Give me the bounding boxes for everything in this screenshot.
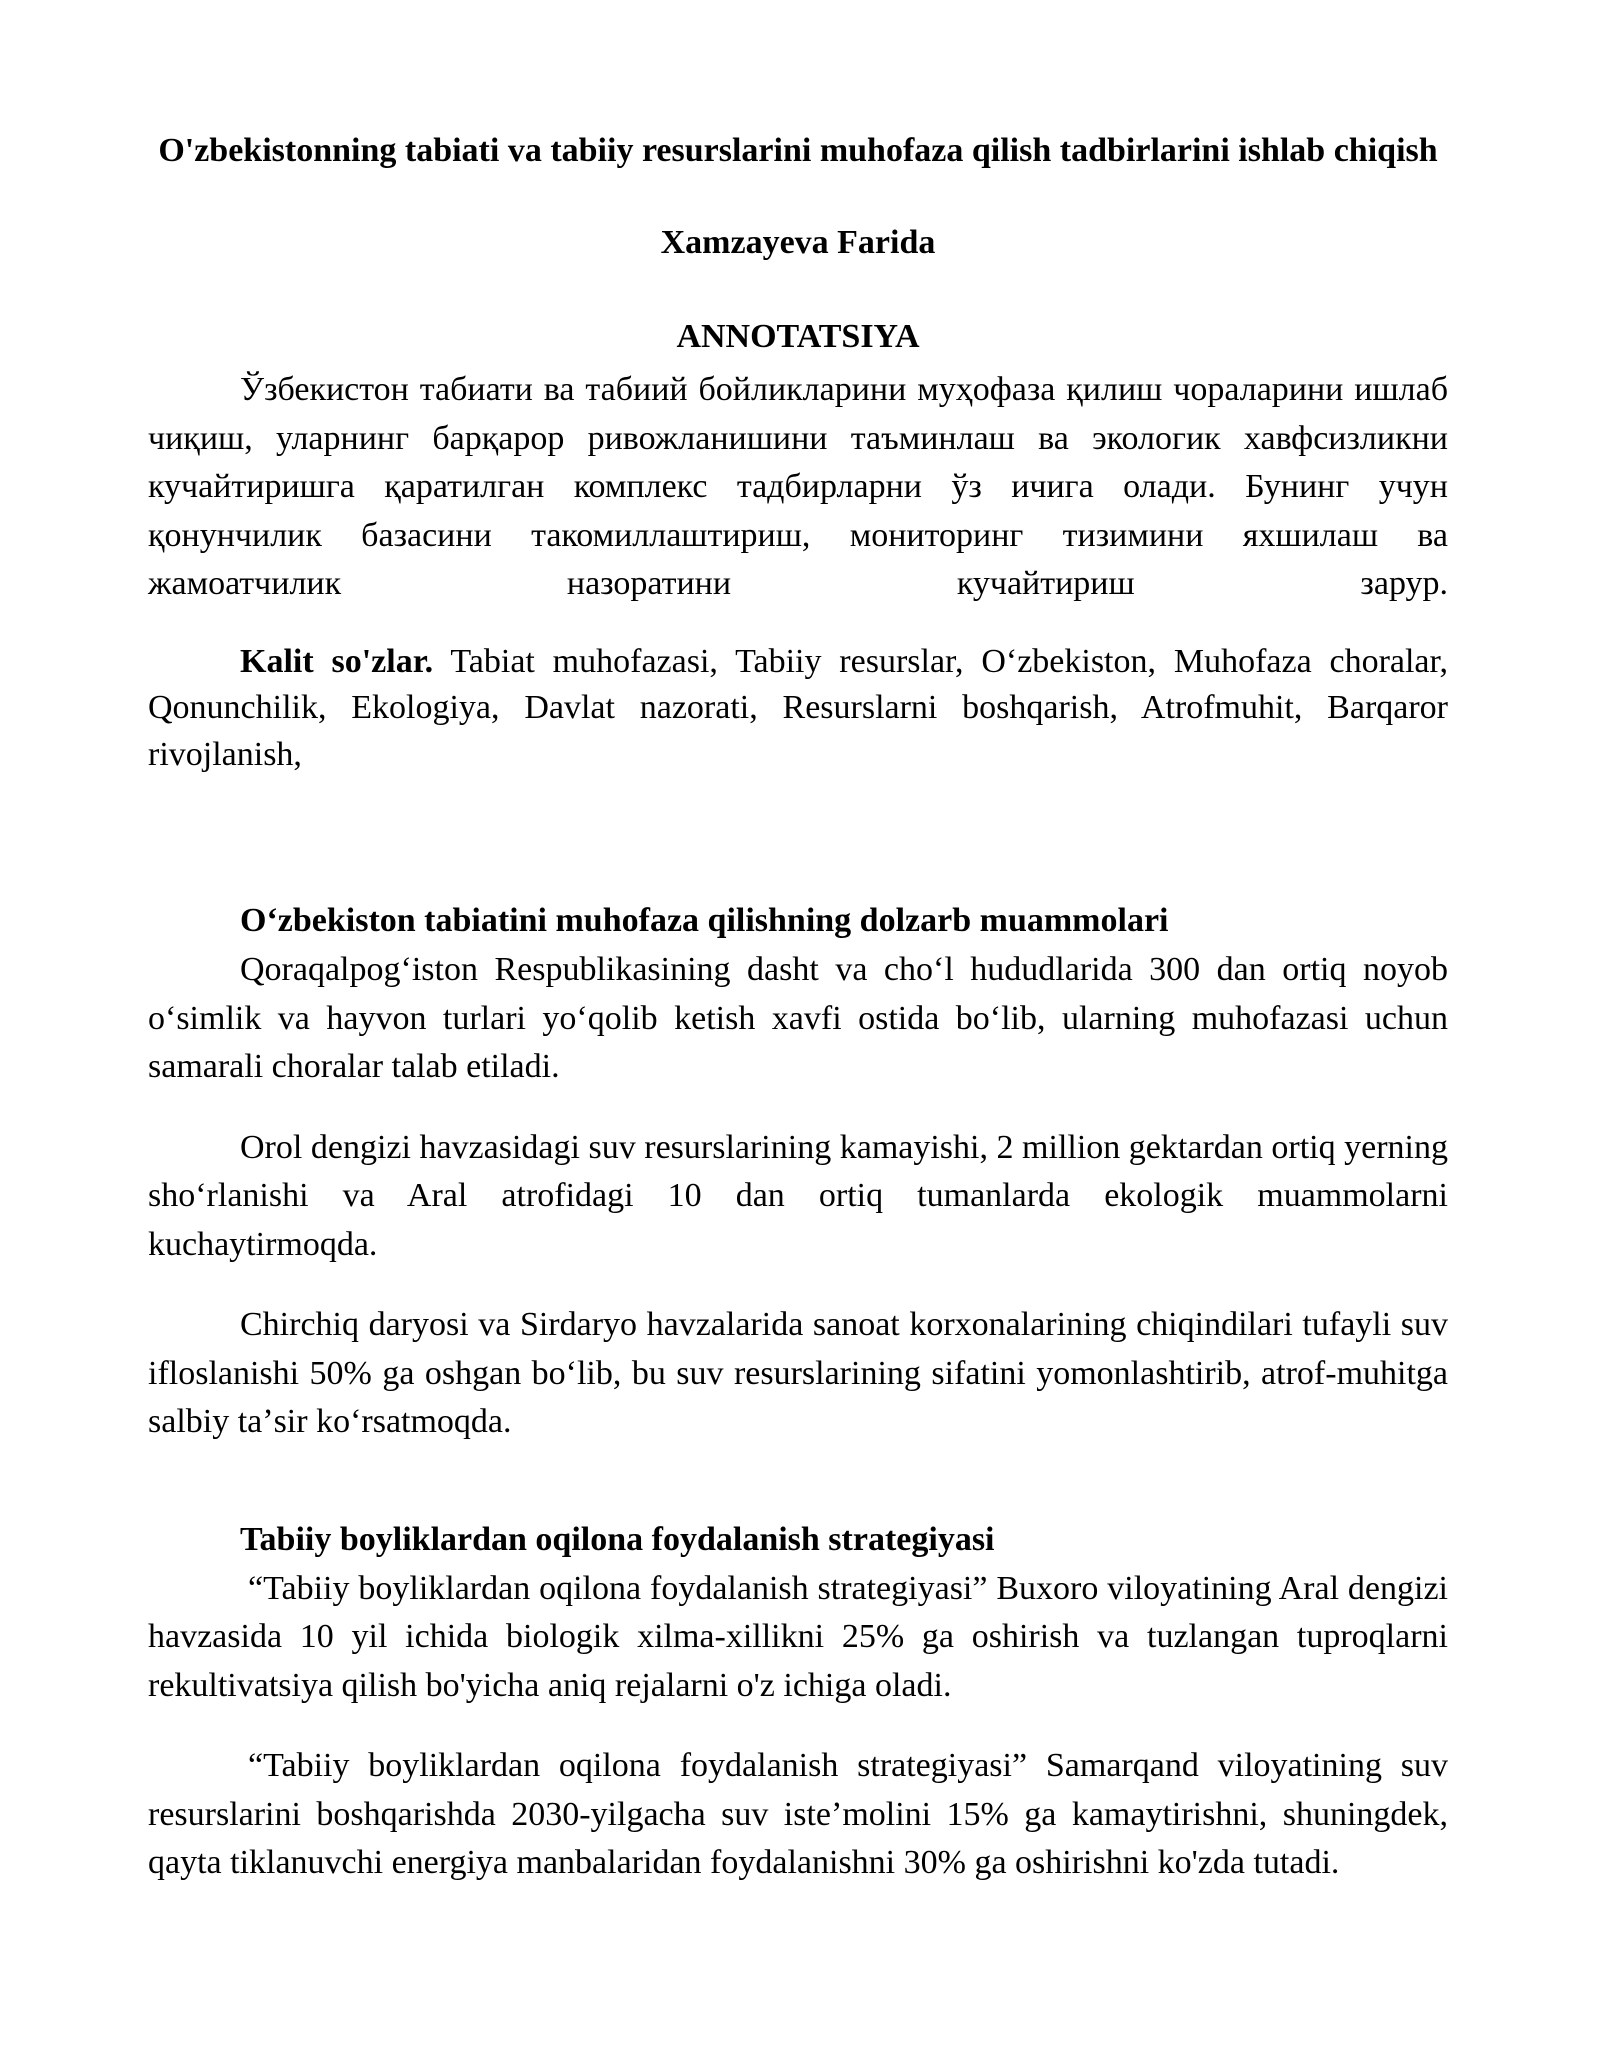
section-paragraph: “Tabiiy boyliklardan oqilona foydalanish strategiyasi” Samarqand viloyatining suv resurslarini boshqarishda 2030-yilgacha suv isteʼmolini 15% ga kamaytirishni, shuningdek, qayta tiklanuvchi energiya manbalaridan foydalanishni 30% ga oshirishni ko'zda tutadi. <box>148 1747 1448 1881</box>
keywords-paragraph <box>148 639 1448 779</box>
annotation-heading: ANNOTATSIYA <box>676 318 920 355</box>
keywords-label: Kalit so'zlar. <box>240 642 434 680</box>
author-name: Xamzayeva Farida <box>660 224 936 261</box>
document-body <box>148 128 1448 1888</box>
section-heading-strategy: Tabiiy boyliklardan oqilona foydalanish strategiyasi <box>240 1520 995 1558</box>
section-paragraph: Orol dengizi havzasidagi suv resurslarining kamayishi, 2 million gektardan ortiq yerning shoʻrlanishi va Aral atrofidagi 10 dan ortiq tumanlarda ekologik muammolarni kuchaytirmoqda. <box>148 1128 1448 1263</box>
section-paragraph: Qoraqalpogʻiston Respublikasining dasht va choʻl hududlarida 300 dan ortiq noyob oʻsimlik va hayvon turlari yoʻqolib ketish xavfi ostida boʻlib, ularning muhofazasi uchun samarali choralar talab etiladi. <box>148 951 1448 1085</box>
section-paragraph: Chirchiq daryosi va Sirdaryo havzalarida sanoat korxonalarining chiqindilari tufayli suv ifloslanishi 50% ga oshgan boʻlib, bu suv resurslarining sifatini yomonlashtirib, atrof-muhitga salbiy taʼsir koʻrsatmoqda. <box>148 1306 1448 1440</box>
document-title: O'zbekistonning tabiati va tabiiy resurslarini muhofaza qilish tadbirlarini ishlab chiqish <box>158 132 1438 169</box>
annotation-text: Ўзбекистон табиати ва табиий бойликларини муҳофаза қилиш чораларини ишлаб чиқиш, уларнинг барқарор ривожланишини таъминлаш ва экологик хавфсизликни кучайтиришга қаратилган комплекс тадбирларни ўз ичига олади. Бунинг учун қонунчилик базасини такомиллаштириш, мониторинг тизимини яхшилаш ва жамоатчилик назоратини кучайтириш зарур. <box>148 371 1448 602</box>
section-paragraph: “Tabiiy boyliklardan oqilona foydalanish strategiyasi” Buxoro viloyatining Aral dengizi havzasida 10 yil ichida biologik xilma-xillikni 25% ga oshirish va tuzlangan tuproqlarni rekultivatsiya qilish bo'yicha aniq rejalarni o'z ichiga oladi. <box>148 1569 1448 1704</box>
keywords-text: Tabiat muhofazasi, Tabiiy resurslar, Oʻzbekiston, Muhofaza choralar, Qonunchilik, Ekologiya, Davlat nazorati, Resurslarni boshqarish, Atrofmuhit, Barqaror rivojlanish, <box>148 642 1448 773</box>
section-heading-problems: Oʻzbekiston tabiatini muhofaza qilishning dolzarb muammolari <box>240 902 1169 939</box>
